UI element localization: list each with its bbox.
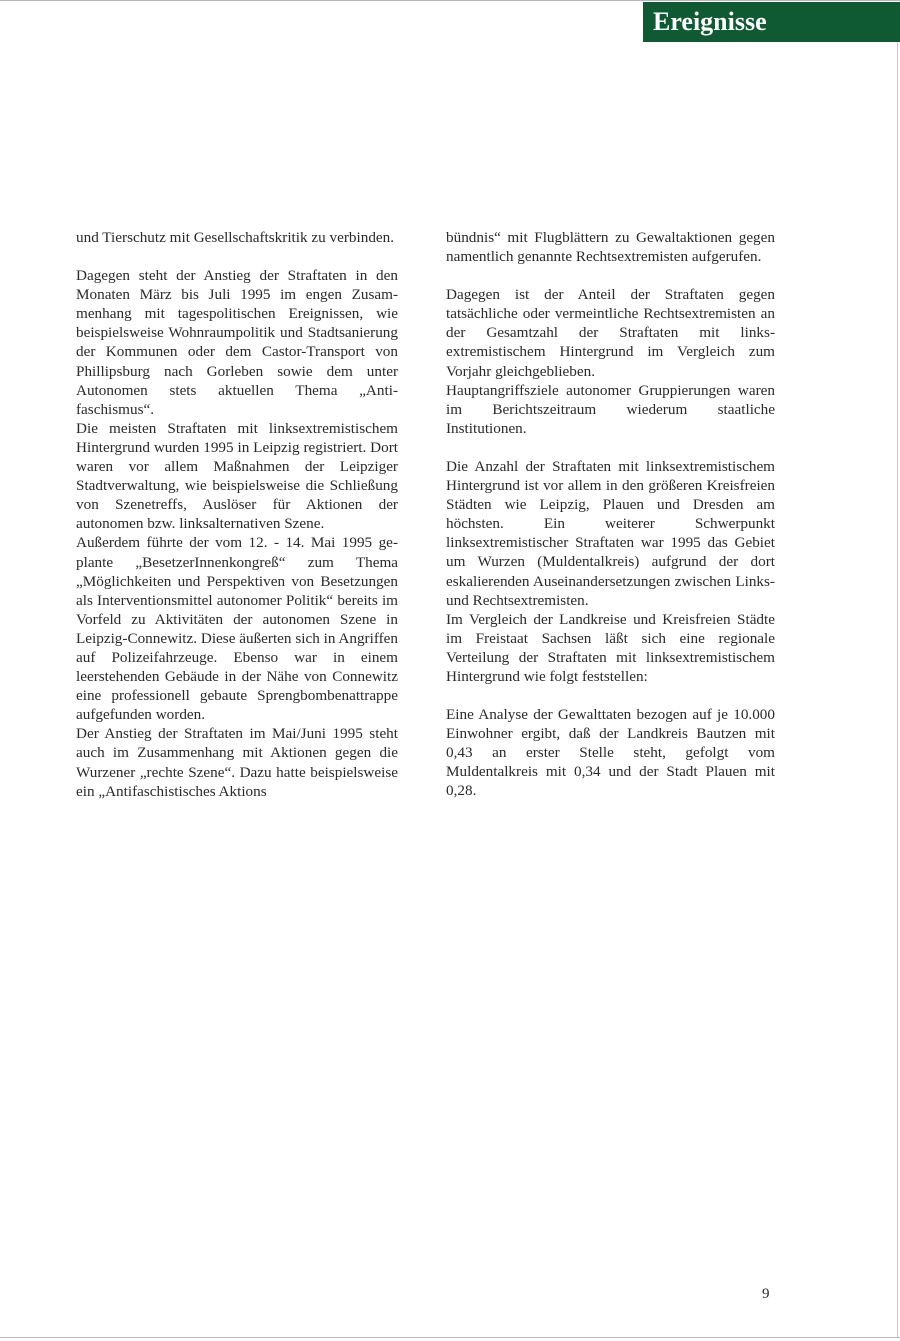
paragraph: Außerdem führte der vom 12. - 14. Mai 1995 geplante „BesetzerInnenkongreß“ zum Thema „Möglichkeiten und Perspektiven von Besetzungen als Interventionsmittel autonomer Politik“ bereits im Vorfeld zu Aktivitäten der autonomen Szene in Leipzig-Connewitz. Diese äußerten sich in Angriffen auf Polizeifahrzeuge. Ebenso war in einem leerstehenden Gebäude in der Nähe von Connewitz eine professionell gebaute Sprengbombenattrappe aufgefunden worden. [76, 534, 398, 724]
paragraph: Dagegen ist der Anteil der Straftaten gegen tatsächliche oder vermeintliche Rechtsextremisten an der Gesamtzahl der Straftaten mit linksextremistischem Hintergrund im Vergleich zum Vorjahr gleichgeblieben. [446, 286, 775, 380]
left-text-column [76, 228, 398, 801]
paragraph: Eine Analyse der Gewalttaten bezogen auf je 10.000 Einwohner ergibt, daß der Landkreis Bautzen mit 0,43 an erster Stelle steht, gefolgt vom Muldentalkreis mit 0,34 und der Stadt Plauen mit 0,28. [446, 706, 775, 800]
paragraph: bündnis“ mit Flugblättern zu Gewaltaktionen gegen namentlich genannte Rechtsextremisten aufgerufen. [446, 229, 775, 266]
paragraph: und Tierschutz mit Gesellschaftskritik zu verbinden. [76, 229, 395, 246]
paragraph: Die meisten Straftaten mit linksextremistischem Hintergrund wurden 1995 in Leipzig registriert. Dort waren vor allem Maßnahmen der Leipziger Stadtverwaltung, wie beispielsweise die Schließung von Szenetreffs, Auslöser für Aktionen der autonomen bzw. linksalternativen Szene. [76, 419, 398, 533]
section-header-tab [643, 2, 900, 42]
section-header-label: Ereignisse [653, 7, 767, 36]
paragraph: Der Anstieg der Straftaten im Mai/Juni 1995 steht auch im Zusammenhang mit Aktionen gegen die Wurzener „rechte Szene“. Dazu hatte beispielsweise ein „Antifaschistisches Aktions [76, 725, 398, 800]
right-border-line [897, 42, 898, 1337]
paragraph: Hauptangriffsziele autonomer Gruppierungen waren im Berichtszeitraum wiederum staatliche Institutionen. [446, 381, 775, 437]
paragraph: Dagegen steht der Anstieg der Straftaten in den Monaten März bis Juli 1995 im engen Zusammenhang mit tagespolitischen Ereignissen, wie beispielsweise Wohnraumpolitik und Stadtsanierung der Kommunen oder dem Castor-Transport von Phillipsburg nach Gorleben sowie dem unter Autonomen stets aktuellen Thema „Antifaschismus“. [76, 267, 398, 418]
page-number: 9 [762, 1286, 770, 1302]
right-text-column [446, 228, 775, 801]
paragraph: Die Anzahl der Straftaten mit linksextremistischem Hintergrund ist vor allem in den größeren Kreisfreien Städten wie Leipzig, Plauen und Dresden am höchsten. Ein weiterer Schwerpunkt linksextremistischer Straftaten war 1995 das Gebiet um Wurzen (Muldentalkreis) aufgrund der dort eskalierenden Auseinandersetzungen zwischen Links- und Rechtsextremisten. [446, 457, 775, 609]
paragraph: Im Vergleich der Landkreise und Kreisfreien Städte im Freistaat Sachsen läßt sich eine regionale Verteilung der Straftaten mit linksextremistischem Hintergrund wie folgt feststellen: [446, 610, 775, 685]
bottom-border-line [0, 1337, 900, 1338]
top-border-line [0, 0, 900, 1]
